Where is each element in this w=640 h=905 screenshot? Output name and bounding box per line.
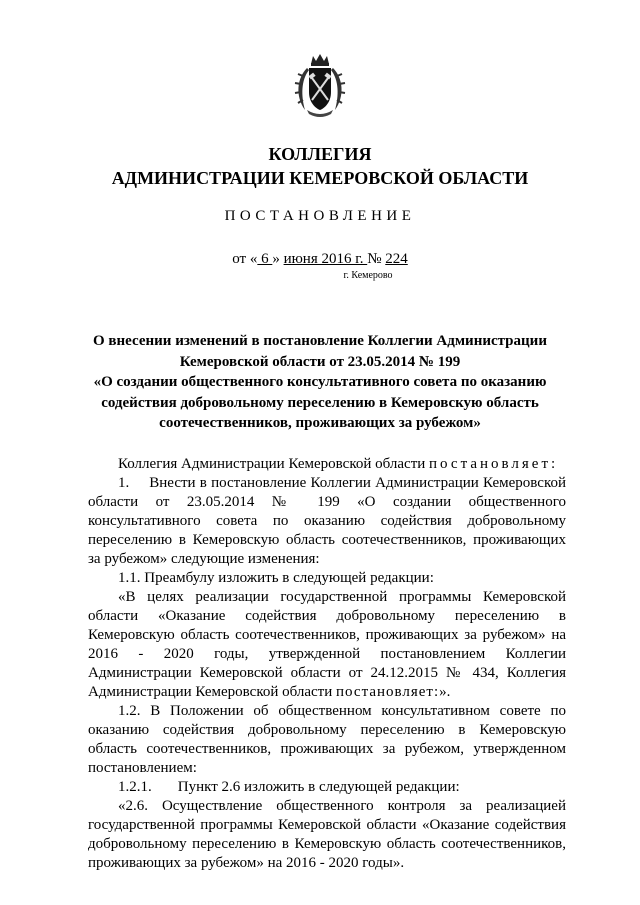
body-paragraph: «2.6. Осуществление общественного контроля за реализацией государственной программы Кемеровской области «Оказание содействия добровольному переселению в Кемеровскую область соотечественников, проживающих за рубежом» на 2016 - 2020 годы».: [88, 798, 566, 871]
document-dateline: [0, 251, 640, 268]
paragraph-text: Внести в постановление Коллегии Администрации Кемеровской области от 23.05.2014 № 199 «О создании общественного консультативного совета по оказанию содействия добровольному переселению в Кемеровскую область соотечественников, проживающих за рубежом» следующие изменения:: [88, 475, 566, 567]
document-city: г. Кемерово: [343, 270, 393, 281]
org-name-line1: КОЛЛЕГИЯ: [268, 144, 372, 164]
dateline-number-sign: №: [367, 251, 386, 267]
title-line: Кемеровской области от 23.05.2014 № 199: [179, 353, 461, 370]
document-body: [88, 455, 566, 873]
title-line: соотечественников, проживающих за рубежом»: [159, 415, 481, 431]
title-line: О внесении изменений в постановление Коллегии Администрации: [93, 333, 547, 349]
title-line: содействия добровольному переселению в Кемеровскую область: [101, 394, 539, 411]
dateline-day: 6: [257, 251, 273, 267]
paragraph-text: Коллегия Администрации Кемеровской области: [118, 456, 430, 472]
org-name-line2: АДМИНИСТРАЦИИ КЕМЕРОВСКОЙ ОБЛАСТИ: [111, 168, 529, 188]
body-paragraph: 1.1. Преамбулу изложить в следующей редакции:: [118, 570, 434, 586]
spaced-keyword: постановляет:: [336, 684, 440, 700]
body-paragraph: [88, 474, 566, 569]
body-paragraph: [88, 588, 566, 702]
document-title: [0, 331, 640, 434]
dateline-mid: »: [272, 251, 284, 267]
body-paragraph: [88, 455, 566, 474]
paragraph-text: Пункт 2.6 изложить в следующей редакции:: [177, 779, 460, 795]
paragraph-number: 1.2.1.: [118, 779, 152, 795]
coat-of-arms-icon: [291, 52, 349, 118]
spaced-keyword: постановляет:: [429, 456, 559, 472]
paragraph-text: ».: [439, 684, 451, 700]
body-paragraph: 1.2. В Положении об общественном консультативном совете по оказанию содействия добровольному переселению в Кемеровскую область соотечественников, проживающих за рубежом, утвержденном постановлением:: [88, 703, 566, 776]
dateline-month-year: июня 2016 г.: [283, 251, 368, 267]
paragraph-text: «В целях реализации государственной программы Кемеровской области «Оказание содействия добровольному переселению в Кемеровскую область соотечественников, проживающих за рубежом» на 2016 - 2020 годы, утвержденной постановлением Коллегии Администрации Кемеровской области от 24.12.2015 № 434, Коллегия Администрации Кемеровской области: [88, 589, 566, 700]
paragraph-number: 1.: [118, 475, 130, 491]
dateline-number: 224: [385, 251, 408, 267]
title-line: «О создании общественного консультативного совета по оказанию: [93, 374, 547, 390]
body-paragraph: [88, 778, 566, 797]
dateline-prefix: от «: [232, 251, 258, 267]
document-type: ПОСТАНОВЛЕНИЕ: [224, 208, 416, 224]
